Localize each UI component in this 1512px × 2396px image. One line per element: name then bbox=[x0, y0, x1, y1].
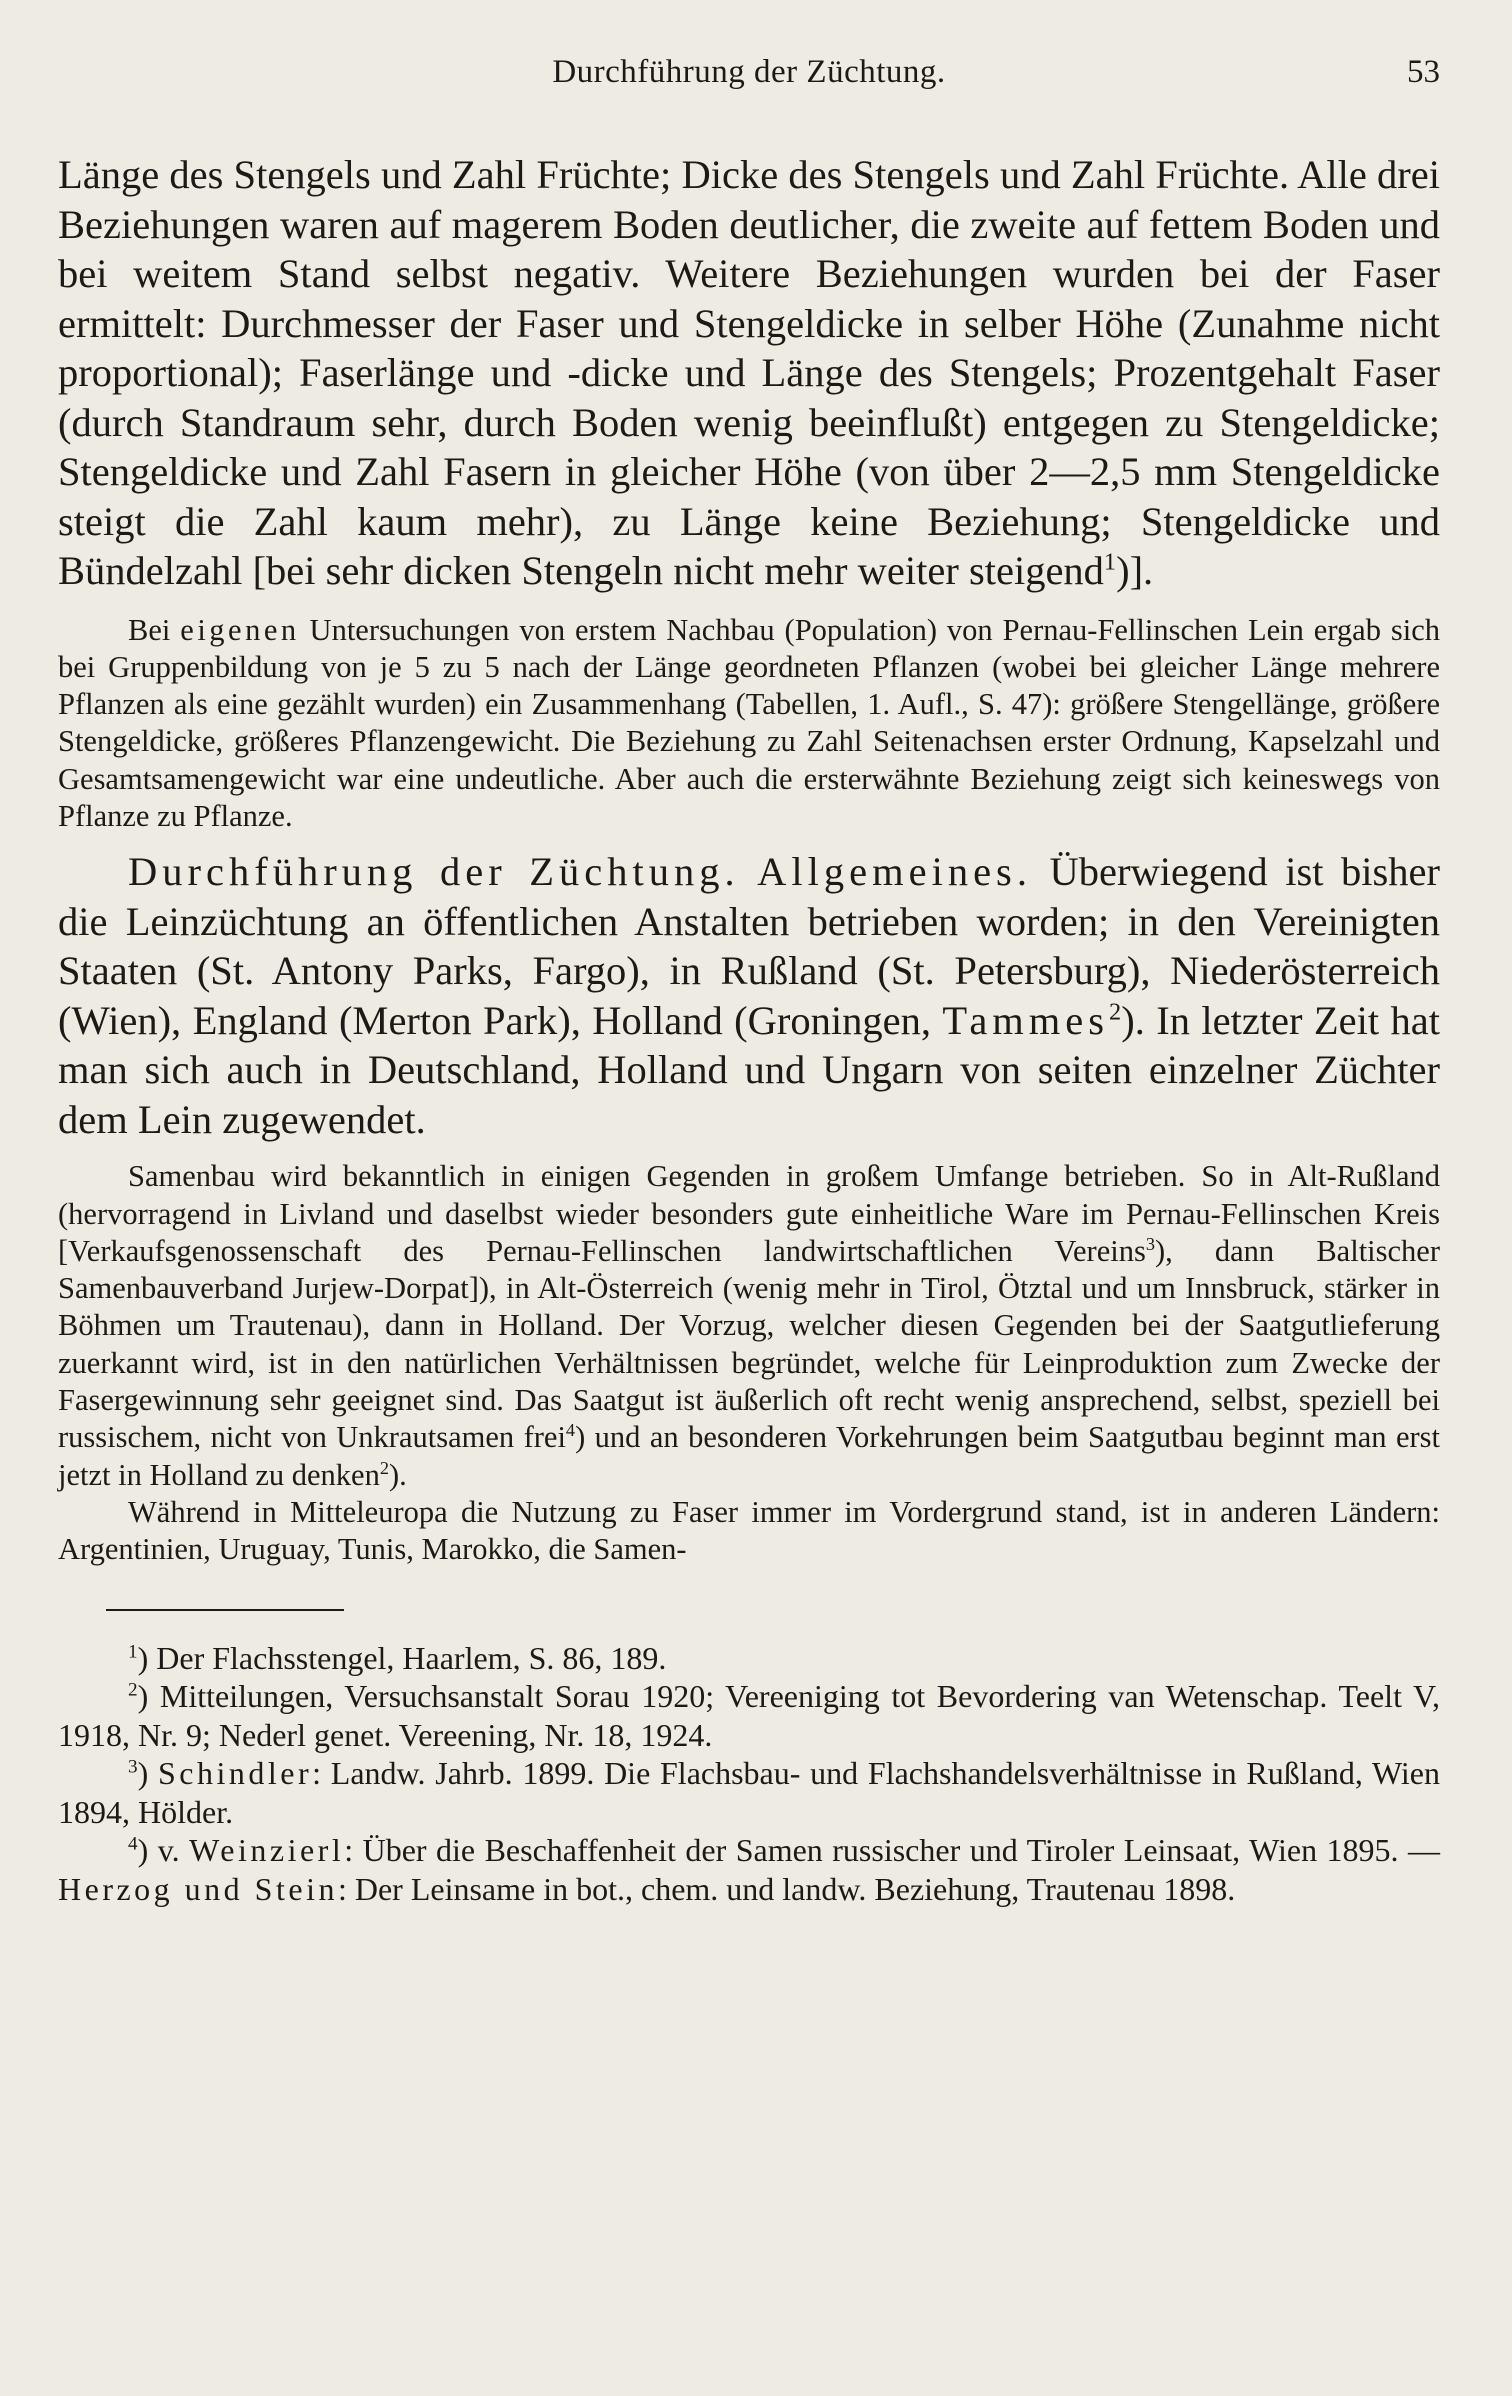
running-title: Durchführung der Züchtung. bbox=[552, 54, 946, 90]
footnote-1 bbox=[58, 1639, 1440, 1678]
footnote-3 bbox=[58, 1754, 1440, 1831]
small-text: Untersuchungen von erstem Nachbau (Population) von Pernau-Fellinschen Lein ergab sich bei Gruppenbildung von je 5 zu 5 nach der Länge geordneten Pflanzen (wobei bei gleicher Länge mehrere Pflanzen als eine gezählt wurden) ein Zusammenhang (Tabellen, 1. Aufl., S. 47): größere Stengellänge, größere Stengeldicke, größeres Pflanzengewicht. Die Beziehung zu Zahl Seitenachsen erster Ordnung, Kapselzahl und Gesamtsamengewicht war eine undeutliche. Aber auch die ersterwähnte Beziehung zeigt sich keineswegs von Pflanze zu Pflanze. bbox=[58, 612, 1441, 833]
small-paragraph-1 bbox=[58, 612, 1440, 836]
footnote-text: ) Mitteilungen, Versuchsanstalt Sorau 1920; Vereeniging tot Bevordering van Wetenschap. Teelt V, 1918, Nr. 9; Nederl genet. Vereening, Nr. 18, 1924. bbox=[58, 1678, 1440, 1753]
small-text: ). bbox=[388, 1457, 407, 1492]
small-paragraph-3: Während in Mitteleuropa die Nutzung zu Faser immer im Vordergrund stand, ist in anderen Ländern: Argentinien, Uruguay, Tunis, Marokko, die Samen- bbox=[58, 1494, 1440, 1567]
section-title: Durchführung der Züchtung. bbox=[128, 849, 740, 895]
footnote-author: Weinzierl bbox=[189, 1832, 345, 1869]
paragraph-text-end: )]. bbox=[1116, 548, 1154, 593]
footnote-author: Schindler bbox=[158, 1755, 313, 1792]
footnote-divider bbox=[106, 1609, 344, 1611]
footnote-mark: 4 bbox=[128, 1833, 138, 1855]
footnote-text: ) Der Flachsstengel, Haarlem, S. 86, 189. bbox=[137, 1639, 667, 1676]
section-text: ). In letzter Zeit hat man sich auch in Deutschland, Holland und Ungarn von seiten einzelner Züchter dem Lein zugewendet. bbox=[58, 997, 1441, 1142]
small-text: ), dann Baltischer Samenbauverband Jurjew-Dorpat]), in Alt-Österreich (wenig mehr in Tirol, Ötztal und um Innsbruck, stärker in Böhmen um Trautenau), dann in Holland. Der Vorzug, welcher diesen Gegenden bei der Saatgutlieferung zuerkannt wird, ist in den natürlichen Verhältnissen begründet, welche für Leinproduktion zum Zwecke der Fasergewinnung sehr geeignet sind. Das Saatgut ist äußerlich oft recht wenig ansprechend, selbst, speziell bei russischem, nicht von Unkrautsamen frei bbox=[58, 1233, 1440, 1455]
footnote-ref: 4 bbox=[565, 1420, 576, 1441]
section-paragraph bbox=[58, 847, 1440, 1144]
footnote-ref: 1 bbox=[1103, 548, 1117, 576]
footnote-text: : Der Leinsame in bot., chem. und landw. Beziehung, Trautenau 1898. bbox=[337, 1870, 1236, 1907]
footnote-mark: 2 bbox=[128, 1679, 138, 1701]
page-header bbox=[58, 52, 1440, 110]
footnote-text: : Landw. Jahrb. 1899. Die Flachsbau- und Flachshandelsverhältnisse in Rußland, Wien 1894, Hölder. bbox=[58, 1755, 1441, 1830]
footnote-ref: 2 bbox=[1109, 998, 1122, 1026]
footnote-text: ) bbox=[137, 1755, 149, 1792]
footnote-author: Herzog und Stein bbox=[58, 1870, 338, 1907]
body-paragraph-1 bbox=[58, 150, 1440, 596]
emphasis-text: eigenen bbox=[180, 612, 300, 647]
footnote-2 bbox=[58, 1677, 1440, 1754]
footnotes bbox=[58, 1639, 1440, 1909]
paragraph-text: Länge des Stengels und Zahl Früchte; Dicke des Stengels und Zahl Früchte. Alle drei Beziehungen waren auf magerem Boden deutlicher, die zweite auf fettem Boden und bei weitem Stand selbst negativ. Weitere Beziehungen wurden bei der Faser ermittelt: Durchmesser der Faser und Stengeldicke in selber Höhe (Zunahme nicht proportional); Faserlänge und -dicke und Länge des Stengels; Prozentgehalt Faser (durch Standraum sehr, durch Boden wenig beeinflußt) entgegen zu Stengeldicke; Stengeldicke und Zahl Fasern in gleicher Höhe (von über 2—2,5 mm Stengeldicke steigt die Zahl kaum mehr), zu Länge keine Beziehung; Stengeldicke und Bündelzahl [bei sehr dicken Stengeln nicht mehr weiter steigend bbox=[58, 152, 1440, 593]
section-subtitle: Allgemeines. bbox=[757, 849, 1032, 895]
page-number: 53 bbox=[1407, 54, 1440, 90]
small-paragraph-2 bbox=[58, 1158, 1440, 1494]
footnote-mark: 3 bbox=[128, 1756, 138, 1778]
small-text: Bei bbox=[128, 612, 171, 647]
footnote-4 bbox=[58, 1831, 1440, 1908]
footnote-text: : Über die Beschaffenheit der Samen russischer und Tiroler Leinsaat, Wien 1895. — bbox=[344, 1832, 1441, 1869]
footnote-ref: 2 bbox=[379, 1457, 389, 1478]
footnote-text: ) v. bbox=[137, 1832, 180, 1869]
footnote-ref: 3 bbox=[1145, 1233, 1155, 1254]
author-name: Tammes bbox=[942, 997, 1110, 1043]
footnote-mark: 1 bbox=[128, 1640, 138, 1662]
small-text: ) und an besonderen Vorkehrungen beim Saatgutbau beginnt man erst jetzt in Holland zu denken bbox=[58, 1420, 1440, 1492]
section-text: Überwiegend ist bisher die Leinzüchtung an öffentlichen Anstalten betrieben worden; in den Vereinigten Staaten (St. Antony Parks, Fargo), in Rußland (St. Petersburg), Niederösterreich (Wien), England (Merton Park), Holland (Groningen, bbox=[58, 849, 1440, 1043]
small-text: Samenbau wird bekanntlich in einigen Gegenden in großem Umfange betrieben. So in Alt-Rußland (hervorragend in Livland und daselbst wieder besonders gute einheitliche Ware im Pernau-Fellinschen Kreis [Verkaufsgenossenschaft des Pernau-Fellinschen landwirtschaftlichen Vereins bbox=[58, 1159, 1440, 1268]
